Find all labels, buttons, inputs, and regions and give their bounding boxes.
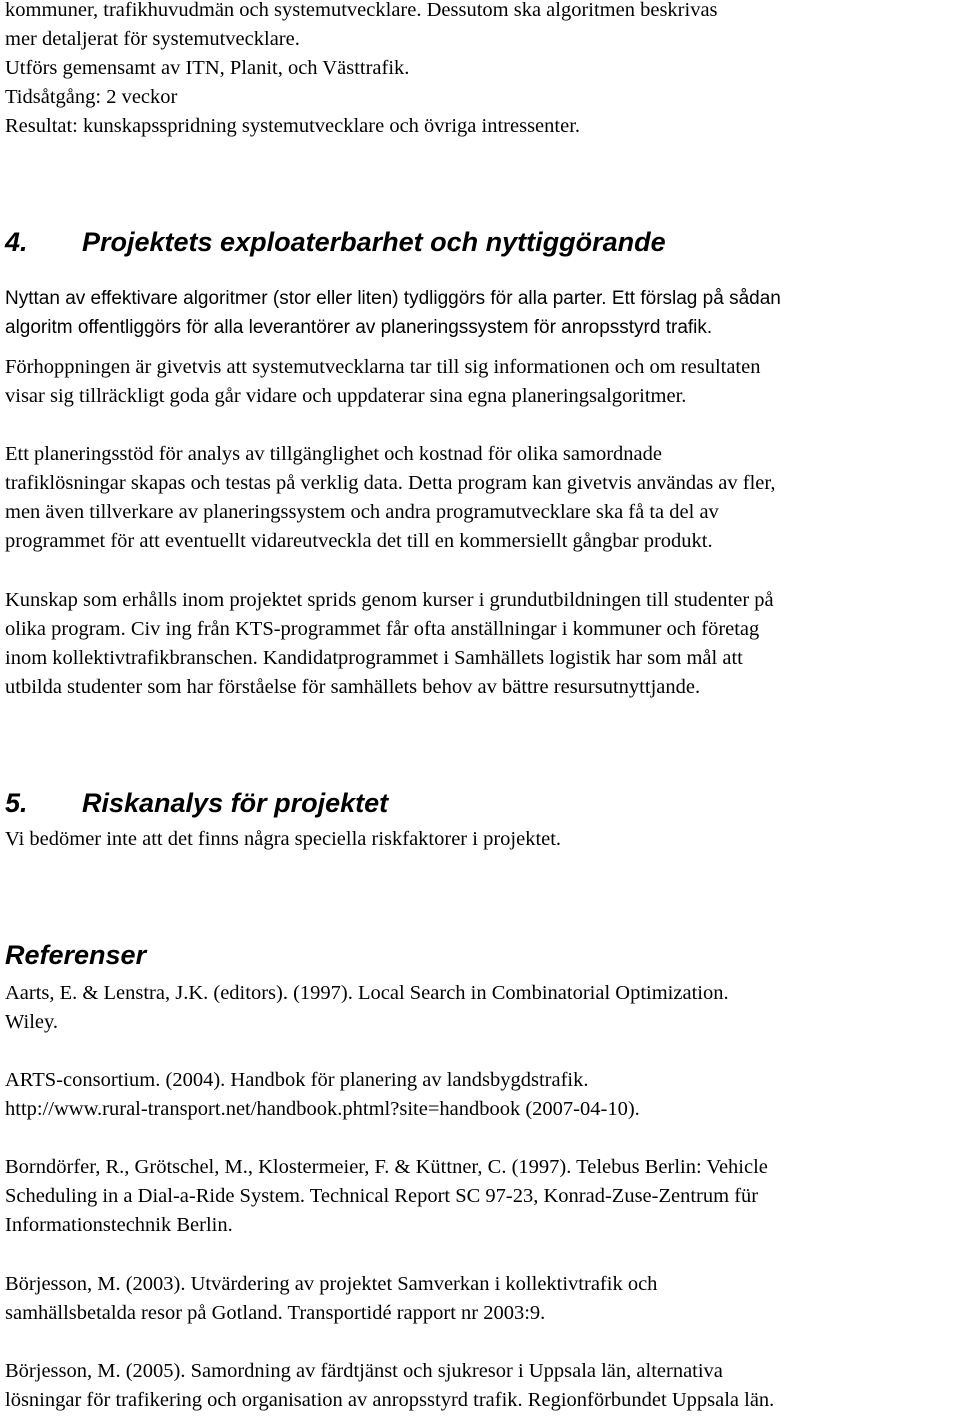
paragraph-line: Ett planeringsstöd för analys av tillgänglighet och kostnad för olika samordnade (5, 443, 662, 465)
reference-item (5, 1357, 774, 1415)
reference-line: ARTS-consortium. (2004). Handbok för planering av landsbygdstrafik. (5, 1069, 589, 1091)
paragraph-line: Vi bedömer inte att det finns några speciella riskfaktorer i projektet. (5, 828, 562, 850)
intro-line: mer detaljerat för systemutvecklare. (5, 28, 300, 50)
reference-line: samhällsbetalda resor på Gotland. Transportidé rapport nr 2003:9. (5, 1302, 546, 1324)
section-5-heading (5, 787, 388, 819)
intro-line: Tidsåtgång: 2 veckor (5, 86, 178, 108)
section-5-paragraph (5, 825, 561, 854)
paragraph-line: men även tillverkare av planeringssystem och andra programutvecklare ska få ta del av (5, 501, 719, 523)
reference-link[interactable]: http://www.rural-transport.net/handbook.phtml?site=handbook (2007-04-10). (5, 1098, 640, 1120)
reference-line: Informationstechnik Berlin. (5, 1214, 233, 1236)
references-title: Referenser (5, 940, 147, 970)
intro-line: Utförs gemensamt av ITN, Planit, och Västtrafik. (5, 57, 410, 79)
paragraph-line: Förhoppningen är givetvis att systemutvecklarna tar till sig informationen och om resultaten (5, 356, 761, 378)
paragraph-line: inom kollektivtrafikbranschen. Kandidatprogrammet i Samhällets logistik har som mål att (5, 647, 743, 669)
section-4-paragraph-1 (5, 284, 781, 342)
paragraph-line: algoritm offentliggörs för alla leverantörer av planeringssystem för anropsstyrd trafik. (5, 317, 713, 338)
reference-line: Borndörfer, R., Grötschel, M., Klostermeier, F. & Küttner, C. (1997). Telebus Berlin: Vehicle (5, 1156, 768, 1178)
reference-line: Scheduling in a Dial-a-Ride System. Technical Report SC 97-23, Konrad-Zuse-Zentrum für (5, 1185, 759, 1207)
reference-item (5, 1153, 768, 1240)
reference-line: Aarts, E. & Lenstra, J.K. (editors). (1997). Local Search in Combinatorial Optimization. (5, 982, 729, 1004)
section-5-title: Riskanalys för projektet (82, 788, 389, 818)
section-4-paragraph-4 (5, 586, 774, 702)
paragraph-line: Nyttan av effektivare algoritmer (stor eller liten) tydliggörs för alla parter. Ett förslag på sådan (5, 288, 781, 309)
reference-line: lösningar för trafikering och organisation av anropsstyrd trafik. Regionförbundet Uppsala län. (5, 1389, 775, 1411)
section-4-number: 4. (5, 227, 28, 257)
reference-item (5, 1270, 657, 1328)
intro-line: Resultat: kunskapsspridning systemutvecklare och övriga intressenter. (5, 115, 581, 137)
section-4-title: Projektets exploaterbarhet och nyttiggörande (82, 227, 666, 257)
paragraph-line: programmet för att eventuellt vidareutveckla det till en kommersiellt gångbar produkt. (5, 530, 713, 552)
reference-item (5, 1066, 640, 1124)
reference-item (5, 979, 729, 1037)
reference-line: Börjesson, M. (2003). Utvärdering av projektet Samverkan i kollektivtrafik och (5, 1273, 658, 1295)
paragraph-line: visar sig tillräckligt goda går vidare och uppdaterar sina egna planeringsalgoritmer. (5, 385, 687, 407)
section-4-paragraph-2 (5, 353, 760, 411)
section-5-number: 5. (5, 788, 28, 818)
intro-line: kommuner, trafikhuvudmän och systemutvecklare. Dessutom ska algoritmen beskrivas (5, 0, 718, 21)
paragraph-line: trafiklösningar skapas och testas på verklig data. Detta program kan givetvis användas av fler, (5, 472, 776, 494)
reference-line: Börjesson, M. (2005). Samordning av färdtjänst och sjukresor i Uppsala län, alternativa (5, 1360, 723, 1382)
section-4-heading (5, 226, 666, 258)
paragraph-line: olika program. Civ ing från KTS-programmet får ofta anställningar i kommuner och företag (5, 618, 760, 640)
references-heading (5, 939, 146, 971)
intro-paragraph (5, 0, 718, 141)
reference-line: Wiley. (5, 1011, 59, 1033)
paragraph-line: utbilda studenter som har förståelse för samhällets behov av bättre resursutnyttjande. (5, 676, 701, 698)
paragraph-line: Kunskap som erhålls inom projektet sprids genom kurser i grundutbildningen till studenter på (5, 589, 774, 611)
section-4-paragraph-3 (5, 440, 776, 556)
